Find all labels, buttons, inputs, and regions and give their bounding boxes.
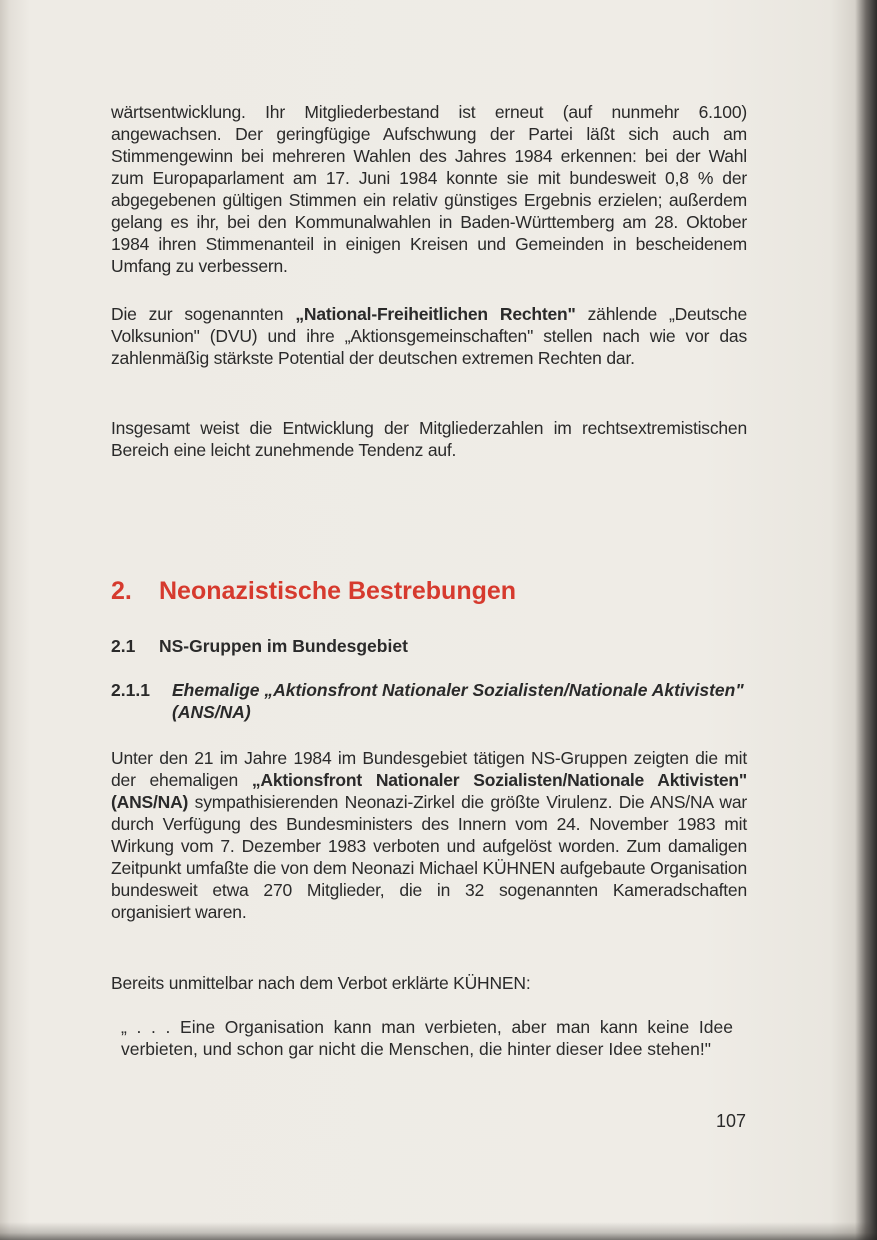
- subsection-number: 2.1: [111, 636, 136, 656]
- paragraph-ans-na-bold: „Aktionsfront Nationaler Sozialisten/Nationale Aktivisten" (ANS/NA): [111, 770, 747, 812]
- subsubsection-number: 2.1.1: [111, 680, 150, 700]
- paragraph-party-development: wärtsentwicklung. Ihr Mitgliederbestand ist erneut (auf nunmehr 6.100) angewachsen. Der geringfügige Aufschwung der Partei läßt sich auch am Stimmengewinn bei mehreren Wahlen des Jahres 1984 erkennen: bei der Wahl zum Europaparlament am 17. Juni 1984 konnte sie mit bundesweit 0,8 % der abgegebenen gültigen Stimmen ein relativ günstiges Ergebnis erzielen; außerdem gelang es ihr, bei den Kommunalwahlen in Baden-Württemberg am 28. Oktober 1984 ihren Stimmenanteil in einigen Kreisen und Gemeinden in bescheidenem Umfang zu verbessern.: [111, 102, 747, 276]
- block-quote: „ . . . Eine Organisation kann man verbieten, aber man kann keine Idee verbieten, und schon gar nicht die Menschen, die hinter dieser Idee stehen!": [121, 1017, 733, 1059]
- section-heading: [111, 576, 516, 606]
- paragraph-ans-na-post: sympathisierenden Neonazi-Zirkel die größte Virulenz. Die ANS/NA war durch Verfügung des Bundesministers des Innern vom 24. November 1983 mit Wirkung vom 7. Dezember 1983 verboten und aufgelöst worden. Zum damaligen Zeitpunkt umfaßte die von dem Neonazi Michael KÜHNEN aufgebaute Organisation bundesweit etwa 270 Mitglieder, die in 32 sogenannten Kameradschaften organisiert waren.: [111, 792, 747, 922]
- paragraph-dvu-post: zählende „Deutsche Volksunion" (DVU) und ihre „Aktionsgemeinschaften" stellen nach wie vor das zahlenmäßig stärkste Potential der deutschen extremen Rechten dar.: [111, 304, 747, 368]
- paragraph-dvu-bold: „National-Freiheitlichen Rechten": [295, 304, 576, 324]
- paragraph-dvu: [111, 303, 747, 369]
- subsection-heading: [111, 635, 408, 657]
- section-title: Neonazistische Bestrebungen: [159, 577, 517, 605]
- paragraph-membership-trend: Insgesamt weist die Entwicklung der Mitgliederzahlen im rechtsextremistischen Bereich eine leicht zunehmende Tendenz auf.: [111, 418, 747, 460]
- paragraph-kuehnen-statement: Bereits unmittelbar nach dem Verbot erklärte KÜHNEN:: [111, 973, 531, 993]
- subsubsection-heading: [111, 679, 747, 723]
- paragraph-dvu-pre: Die zur sogenannten: [111, 304, 296, 324]
- subsubsection-title: Ehemalige „Aktionsfront Nationaler Sozialisten/Nationale Aktivisten" (ANS/NA): [172, 680, 744, 722]
- page-number: 107: [715, 1111, 746, 1131]
- paragraph-ans-na: [111, 747, 747, 923]
- subsection-title: NS-Gruppen im Bundesgebiet: [159, 636, 408, 656]
- section-number: 2.: [111, 577, 132, 605]
- paragraph-ans-na-pre: Unter den 21 im Jahre 1984 im Bundesgebiet tätigen NS-Gruppen zeigten die mit der ehemaligen: [111, 748, 747, 790]
